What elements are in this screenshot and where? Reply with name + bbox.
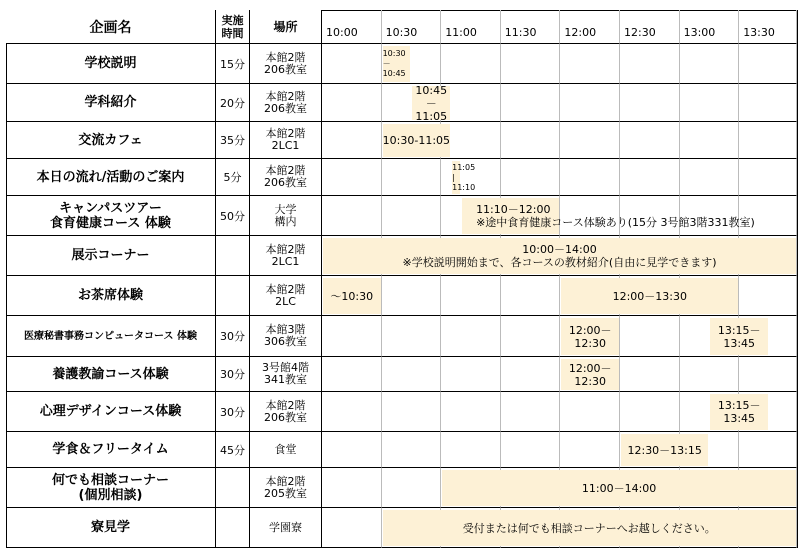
- grid-cell: [441, 84, 501, 122]
- header-time: [560, 10, 620, 44]
- program-name: 交流カフェ: [6, 122, 216, 159]
- program-place: 学園寮: [250, 508, 322, 548]
- time-label: 10:30: [385, 26, 418, 39]
- program-name: 展示コーナー: [6, 236, 216, 276]
- event-block: ～10:30: [323, 278, 381, 314]
- time-label: 12:00: [564, 26, 597, 39]
- time-label: 13:00: [683, 26, 716, 39]
- program-place: 本館2階 205教室: [250, 468, 322, 508]
- program-name: 学食＆フリータイム: [6, 432, 216, 468]
- grid-cell: [501, 316, 561, 357]
- grid-cell: [739, 357, 797, 392]
- program-duration: 30分: [216, 316, 250, 357]
- grid-cell: [322, 468, 382, 508]
- event-block: 10:45－ 11:05: [412, 86, 450, 120]
- grid-cell: [322, 159, 382, 196]
- header-time: [441, 10, 501, 44]
- program-place: 本館2階 206教室: [250, 392, 322, 432]
- program-name: 心理デザインコース体験: [6, 392, 216, 432]
- header-time: [739, 10, 797, 44]
- program-name: 学科紹介: [6, 84, 216, 122]
- event-block: 11:00－14:00: [442, 470, 796, 506]
- grid-cell: [501, 432, 561, 468]
- grid-cell: [322, 196, 382, 236]
- grid-cell: [322, 316, 382, 357]
- header-time: [620, 10, 680, 44]
- event-block: 12:30－13:15: [621, 434, 708, 466]
- program-place: 本館2階 206教室: [250, 159, 322, 196]
- grid-cell: [382, 357, 442, 392]
- grid-cell: [739, 432, 797, 468]
- grid-cell: [739, 122, 797, 159]
- grid-cell: [441, 392, 501, 432]
- program-place: 本館2階 2LC1: [250, 122, 322, 159]
- grid-cell: [382, 468, 442, 508]
- grid-cell: [560, 159, 620, 196]
- event-block: 10:30－ 10:45: [383, 46, 411, 82]
- grid-cell: [382, 276, 442, 316]
- program-place: 本館2階 206教室: [250, 84, 322, 122]
- grid-cell: [620, 122, 680, 159]
- header-place: 場所: [250, 10, 322, 44]
- event-block: 12:00－13:30: [561, 278, 738, 314]
- program-duration: [216, 276, 250, 316]
- grid-cell: [322, 122, 382, 159]
- grid-cell: [680, 159, 740, 196]
- event-block: 13:15－ 13:45: [710, 318, 768, 355]
- program-duration: 30分: [216, 357, 250, 392]
- grid-cell: [441, 276, 501, 316]
- grid-cell: [441, 357, 501, 392]
- grid-cell: [560, 122, 620, 159]
- grid-cell: [680, 122, 740, 159]
- program-name: 学校説明: [6, 44, 216, 84]
- grid-cell: [382, 159, 442, 196]
- program-duration: 35分: [216, 122, 250, 159]
- grid-cell: [322, 392, 382, 432]
- program-name: 寮見学: [6, 508, 216, 548]
- event-block: 11:10－12:00 ※途中食育健康コース体験あり(15分 3号館3階331教室): [462, 198, 559, 234]
- program-place: 本館2階 2LC: [250, 276, 322, 316]
- grid-cell: [739, 84, 797, 122]
- time-label: 12:30: [624, 26, 656, 39]
- program-duration: 50分: [216, 196, 250, 236]
- grid-cell: [680, 357, 740, 392]
- time-label: 11:30: [504, 26, 537, 39]
- header-program: 企画名: [6, 10, 216, 44]
- grid-cell: [739, 276, 797, 316]
- grid-cell: [620, 357, 680, 392]
- program-name: お茶席体験: [6, 276, 216, 316]
- grid-cell: [322, 44, 382, 84]
- event-block: 11:05 | 11:10: [452, 161, 460, 194]
- grid-cell: [322, 357, 382, 392]
- time-label: 13:30: [743, 26, 775, 39]
- grid-cell: [620, 159, 680, 196]
- program-duration: [216, 508, 250, 548]
- grid-cell: [560, 392, 620, 432]
- grid-cell: [382, 432, 442, 468]
- event-block: 12:00－ 12:30: [561, 359, 619, 390]
- grid-cell: [501, 44, 561, 84]
- grid-cell: [560, 432, 620, 468]
- program-place: 3号館4階 341教室: [250, 357, 322, 392]
- time-label: 10:00: [326, 26, 358, 39]
- program-duration: [216, 236, 250, 276]
- grid-cell: [680, 44, 740, 84]
- program-name: キャンパスツアー 食育健康コース 体験: [6, 196, 216, 236]
- program-duration: 15分: [216, 44, 250, 84]
- grid-cell: [620, 84, 680, 122]
- program-place: 本館2階 2LC1: [250, 236, 322, 276]
- grid-cell: [739, 159, 797, 196]
- program-place: 本館2階 206教室: [250, 44, 322, 84]
- event-block: 10:30-11:05: [383, 124, 451, 157]
- grid-cell: [382, 392, 442, 432]
- program-name: 医療秘書事務コンピュータコース 体験: [6, 316, 216, 357]
- grid-cell: [382, 316, 442, 357]
- grid-cell: [501, 357, 561, 392]
- program-duration: 5分: [216, 159, 250, 196]
- program-name: 本日の流れ/活動のご案内: [6, 159, 216, 196]
- header-time: [501, 10, 561, 44]
- grid-cell: [501, 122, 561, 159]
- grid-cell: [441, 44, 501, 84]
- program-place: 食堂: [250, 432, 322, 468]
- event-block: 10:00－14:00 ※学校説明開始まで、各コースの教材紹介(自由に見学できます): [323, 238, 796, 274]
- grid-cell: [501, 392, 561, 432]
- header-duration: 実施 時間: [216, 10, 250, 44]
- program-duration: 20分: [216, 84, 250, 122]
- header-time: [382, 10, 442, 44]
- grid-cell: [322, 432, 382, 468]
- grid-cell: [441, 122, 501, 159]
- grid-cell: [560, 44, 620, 84]
- program-duration: [216, 468, 250, 508]
- program-name: 何でも相談コーナー (個別相談): [6, 468, 216, 508]
- grid-cell: [501, 84, 561, 122]
- event-block: 13:15－ 13:45: [710, 394, 768, 430]
- grid-cell: [620, 392, 680, 432]
- grid-cell: [680, 84, 740, 122]
- grid-cell: [322, 84, 382, 122]
- header-time: [322, 10, 382, 44]
- program-name: 養護教諭コース体験: [6, 357, 216, 392]
- grid-cell: [501, 276, 561, 316]
- time-label: 11:00: [445, 26, 477, 39]
- program-duration: 45分: [216, 432, 250, 468]
- program-duration: 30分: [216, 392, 250, 432]
- grid-cell: [322, 508, 382, 548]
- event-block: 受付または何でも相談コーナーへお越しください。: [383, 510, 796, 546]
- program-place: 大学 構内: [250, 196, 322, 236]
- grid-cell: [382, 196, 442, 236]
- grid-cell: [441, 432, 501, 468]
- grid-cell: [560, 84, 620, 122]
- grid-cell: [441, 316, 501, 357]
- program-place: 本館3階 306教室: [250, 316, 322, 357]
- grid-cell: [501, 159, 561, 196]
- header-time: [680, 10, 740, 44]
- grid-cell: [620, 316, 680, 357]
- grid-cell: [739, 44, 797, 84]
- grid-cell: [620, 44, 680, 84]
- event-block: 12:00－ 12:30: [561, 318, 619, 355]
